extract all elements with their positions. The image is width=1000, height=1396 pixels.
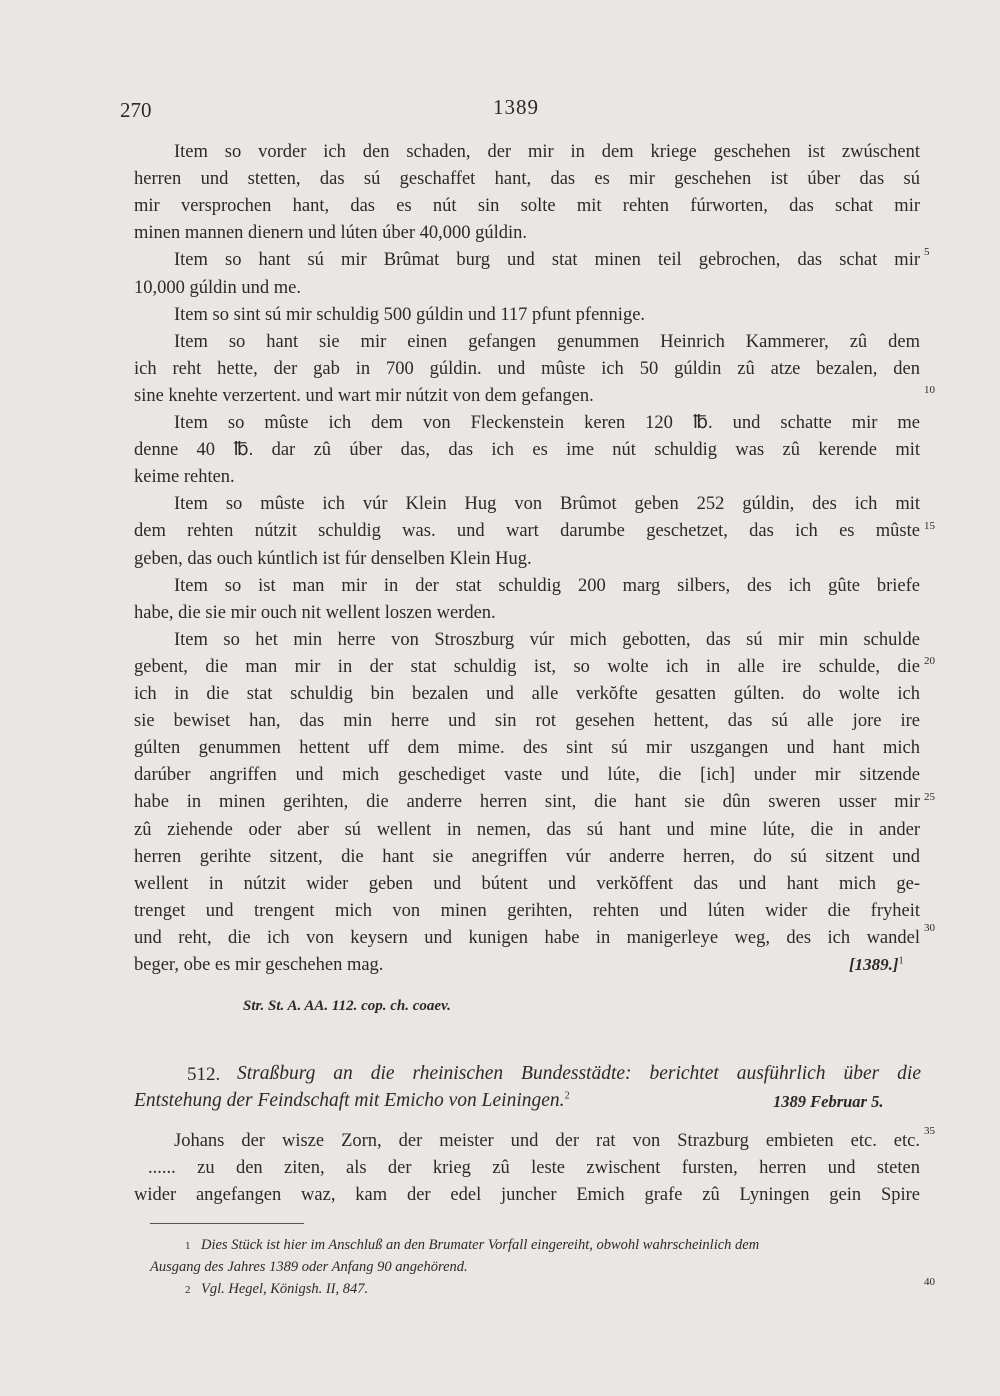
doc-title-line2-text: Entstehung der Feindschaft mit Emicho von Leiningen.: [134, 1090, 565, 1111]
footnote-rule: [150, 1223, 304, 1224]
body-text-line: Item so mûste ich vúr Klein Hug von Brûmot geben 252 gúldin, des ich mit: [174, 494, 920, 514]
body-text-line: minen mannen dienern und lúten úber 40,000 gúldin.: [134, 223, 528, 243]
body-text-line: Item so hant sie mir einen gefangen genummen Heinrich Kammerer, zû dem: [174, 332, 920, 352]
body-text-line: geben, das ouch kúntlich ist fúr denselben Klein Hug.: [134, 549, 532, 569]
body-text-line: sine knehte verzertent. und wart mir nútzit von dem gefangen.: [134, 386, 594, 406]
body-text-line: Item so mûste ich dem von Fleckenstein keren 120 ℔. und schatte mir me: [174, 413, 920, 433]
body-text-line: dem rehten nútzit schuldig was. und wart darumbe geschetzet, das ich es mûste: [134, 521, 920, 541]
footnote-1-line2: Ausgang des Jahres 1389 oder Anfang 90 angehörend.: [150, 1259, 468, 1275]
body-text-line: Item so sint sú mir schuldig 500 gúldin und 117 pfunt pfennige.: [174, 305, 646, 325]
footnote-1-number: 1: [185, 1240, 191, 1252]
body-text-line: Item so het min herre von Stroszburg vúr mich gebotten, das sú mir min schulde: [174, 630, 920, 650]
date-bracket-text: [1389.]: [849, 955, 899, 974]
body-text-line: herren und stetten, das sú geschaffet hant, das es mir geschehen ist úber das sú: [134, 169, 920, 189]
body-text-line: zû ziehende oder aber sú wellent in nemen, das sú hant und mine lúte, die in ander: [134, 820, 920, 840]
margin-line-number: 10: [924, 384, 935, 396]
doc-date: 1389 Februar 5.: [773, 1092, 884, 1111]
margin-line-number: 5: [924, 246, 930, 258]
body-text-line: keime rehten.: [134, 467, 235, 487]
margin-line-number: 15: [924, 520, 935, 532]
page-number: 270: [120, 98, 152, 122]
body-text-line: mir versprochen hant, das es nút sin solte mit rehten fúrworten, das schat mir: [134, 196, 920, 216]
margin-line-number: 25: [924, 791, 935, 803]
doc-title-line2: [134, 1090, 570, 1112]
body-text-line: wellent in nútzit wider geben und bútent und verkŏffent das und hant mich ge-: [134, 874, 920, 894]
body-text-line: Item so vorder ich den schaden, der mir in dem kriege geschehen ist zwúschent: [174, 142, 920, 162]
footnote-ref-2: 2: [564, 1090, 570, 1102]
body-text-line: darúber angriffen und mich geschediget vaste und lúte, die [ich] under mir sitzende: [134, 765, 920, 785]
body-text-line: ich in die stat schuldig bin bezalen und alle verkŏfte gesatten gúlten. do wolte ich: [134, 684, 920, 704]
margin-line-number: 35: [924, 1125, 935, 1137]
footnote-ref-1: 1: [898, 955, 904, 967]
margin-line-number: 30: [924, 922, 935, 934]
body-text-line: gebent, die man mir in der stat schuldig ist, so wolte ich in alle ire schulde, die: [134, 657, 920, 677]
doc-title-line1: Straßburg an die rheinischen Bundesstädte: berichtet ausführlich über die: [237, 1063, 921, 1084]
body-text-line: denne 40 ℔. dar zû úber das, das ich es ime nút schuldig was zû kerende mit: [134, 440, 920, 460]
body-text-line: und reht, die ich von keysern und kunigen habe in manigerleye weg, des ich wandel: [134, 928, 920, 948]
body-text-line: habe in minen gerihten, die anderre herren sint, die hant sie dûn sweren usser mir: [134, 792, 920, 812]
footnote-1-line1: Dies Stück ist hier im Anschluß an den Brumater Vorfall eingereiht, obwohl wahrscheinlich dem: [201, 1237, 760, 1253]
footnote-2-text: Vgl. Hegel, Königsh. II, 847.: [201, 1281, 369, 1297]
source-citation: Str. St. A. AA. 112. cop. ch. coaev.: [243, 998, 451, 1014]
body-text-line: herren gerihte sitzent, die hant sie anegriffen vúr anderre herren, do sú sitzent und: [134, 847, 920, 867]
body-text-line: Item so hant sú mir Brûmat burg und stat minen teil gebrochen, das schat mir: [174, 250, 920, 270]
body-text-line: sie bewiset han, das min herre und sin rot gesehen hettent, das sú alle jore ire: [134, 711, 920, 731]
doc-text-line: ...... zu den ziten, als der krieg zû leste zwischent fursten, herren und steten: [148, 1158, 920, 1178]
body-text-line: habe, die sie mir ouch nit wellent loszen werden.: [134, 603, 496, 623]
date-bracket: [849, 955, 904, 975]
body-text-line: 10,000 gúldin und me.: [134, 278, 302, 298]
margin-line-number: 20: [924, 655, 935, 667]
doc-number: 512.: [187, 1064, 221, 1085]
body-text-line: Item so ist man mir in der stat schuldig 200 marg silbers, des ich gûte briefe: [174, 576, 920, 596]
margin-line-number: 40: [924, 1276, 935, 1288]
body-text-line: gúlten genummen hettent uff dem mime. des sint sú mir uszgangen und hant mich: [134, 738, 920, 758]
running-head-year: 1389: [493, 95, 539, 119]
doc-text-line: wider angefangen waz, kam der edel juncher Emich grafe zû Lyningen gein Spire: [134, 1185, 920, 1205]
doc-text-line: Johans der wisze Zorn, der meister und der rat von Strazburg embieten etc. etc.: [174, 1131, 920, 1151]
body-text-line: ich reht hette, der gab in 700 gúldin. und mûste ich 50 gúldin zû atze bezalen, den: [134, 359, 920, 379]
body-text-line: trenget und trengent mich von minen gerihten, rehten und lúten wider die fryheit: [134, 901, 920, 921]
body-text-line: beger, obe es mir geschehen mag.: [134, 955, 384, 975]
footnote-2-number: 2: [185, 1284, 191, 1296]
